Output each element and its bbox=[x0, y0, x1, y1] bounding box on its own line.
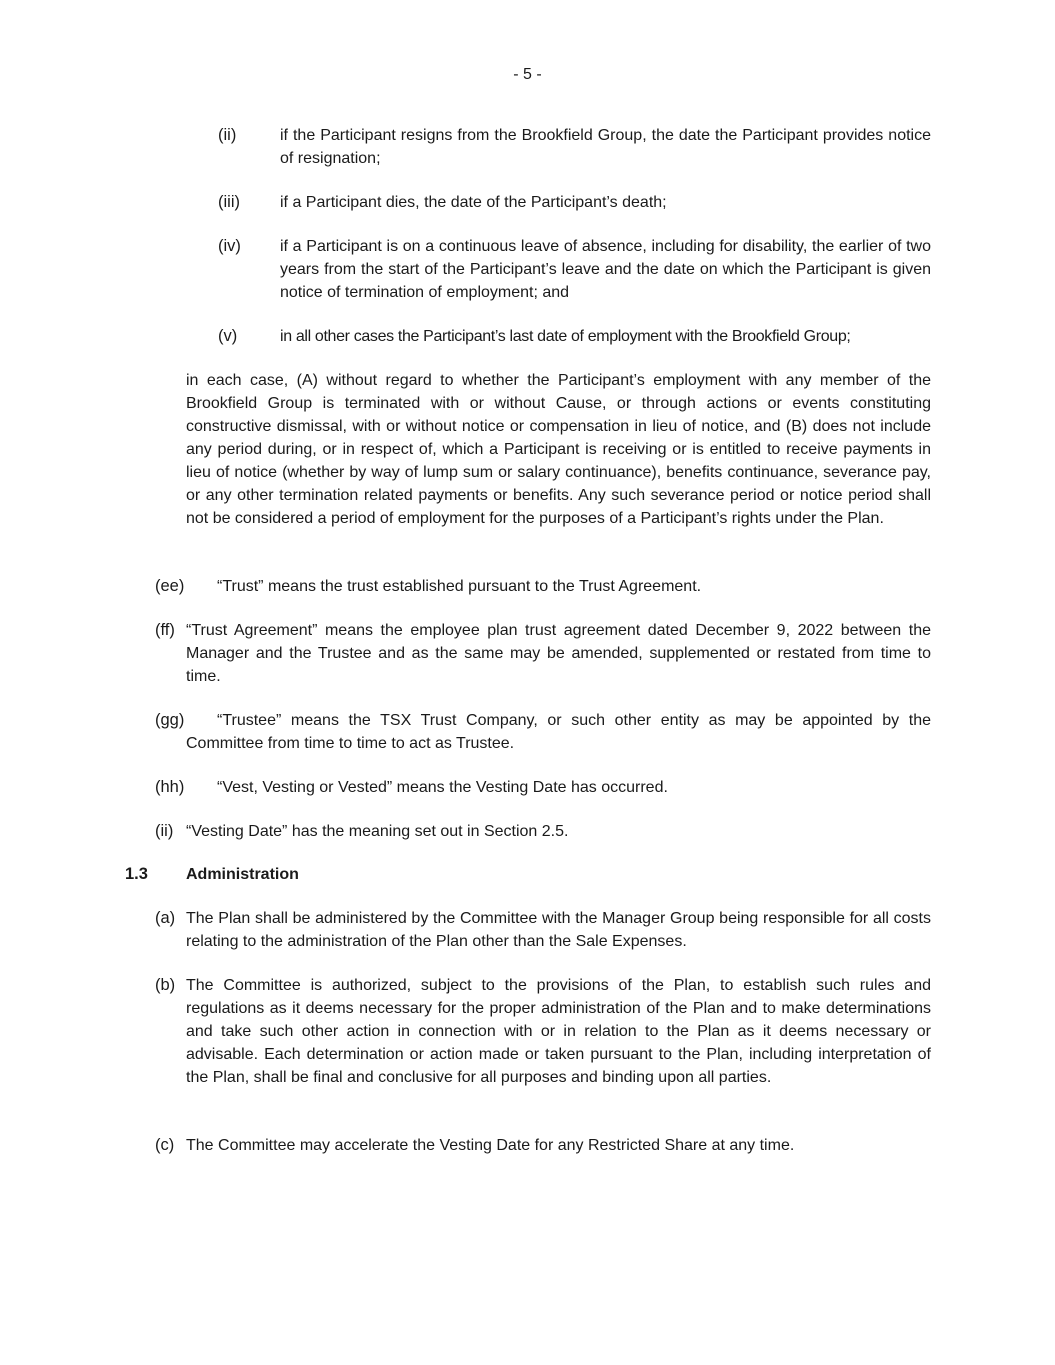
in-each-case-paragraph: in each case, (A) without regard to whether the Participant’s employment with any member of the Brookfield Group is terminated with or without Cause, or through actions or events constituting constructive dismissal, with or without notice or compensation in lieu of notice, and (B) does not include any period during, or in respect of, which a Participant is receiving or is entitled to receive payments in lieu of notice (whether by way of lump sum or salary continuance), benefits continuance, severance pay, or any other termination related payments or benefits. Any such severance period or notice period shall not be considered a period of employment for the purposes of a Participant’s rights under the Plan. bbox=[186, 372, 931, 527]
definition-text-ee: “Trust” means the trust established pursuant to the Trust Agreement. bbox=[217, 578, 702, 595]
definition-label-hh: (hh) bbox=[155, 778, 185, 796]
page-number: - 5 - bbox=[513, 66, 542, 83]
definition-text-ii: “Vesting Date” has the meaning set out in Section 2.5. bbox=[186, 823, 569, 840]
definition-label-ii: (ii) bbox=[155, 822, 174, 840]
item-label-v: (v) bbox=[218, 327, 238, 345]
item-label-iii: (iii) bbox=[218, 193, 240, 211]
admin-label-b: (b) bbox=[155, 976, 176, 994]
item-label-iv: (iv) bbox=[218, 237, 241, 255]
item-text-iv: if a Participant is on a continuous leave of absence, including for disability, the earlier of two years from the start of the Participant’s leave and the date on which the Participant is given notice of termination of employment; and bbox=[280, 238, 931, 301]
item-text-ii: if the Participant resigns from the Brookfield Group, the date the Participant provides notice of resignation; bbox=[280, 127, 931, 167]
item-text-iii: if a Participant dies, the date of the Participant’s death; bbox=[280, 194, 667, 211]
item-label-ii: (ii) bbox=[218, 126, 237, 144]
definition-text-gg: “Trustee” means the TSX Trust Company, or such other entity as may be appointed by the Committee from time to time to act as Trustee. bbox=[186, 712, 931, 752]
item-text-v: in all other cases the Participant’s last date of employment with the Brookfield Group; bbox=[280, 328, 851, 345]
admin-text-b: The Committee is authorized, subject to the provisions of the Plan, to establish such rules and regulations as it deems necessary for the proper administration of the Plan and to make determinations and take such other action in connection with or in relation to the Plan as it deems necessary or advisable. Each determination or action made or taken pursuant to the Plan, including interpretation of the Plan, shall be final and conclusive for all purposes and binding upon all parties. bbox=[186, 977, 931, 1086]
admin-label-a: (a) bbox=[155, 909, 176, 927]
admin-text-a: The Plan shall be administered by the Committee with the Manager Group being responsible for all costs relating to the administration of the Plan other than the Sale Expenses. bbox=[186, 910, 931, 950]
section-number: 1.3 bbox=[125, 865, 148, 883]
admin-label-c: (c) bbox=[155, 1136, 175, 1154]
definition-label-gg: (gg) bbox=[155, 711, 185, 729]
admin-text-c: The Committee may accelerate the Vesting Date for any Restricted Share at any time. bbox=[186, 1137, 795, 1154]
section-title: Administration bbox=[186, 866, 299, 883]
definition-label-ff: (ff) bbox=[155, 621, 175, 639]
definition-label-ee: (ee) bbox=[155, 577, 185, 595]
definition-text-hh: “Vest, Vesting or Vested” means the Vesting Date has occurred. bbox=[217, 779, 668, 796]
definition-text-ff: “Trust Agreement” means the employee plan trust agreement dated December 9, 2022 between the Manager and the Trustee and as the same may be amended, supplemented or restated from time to time. bbox=[186, 622, 931, 685]
